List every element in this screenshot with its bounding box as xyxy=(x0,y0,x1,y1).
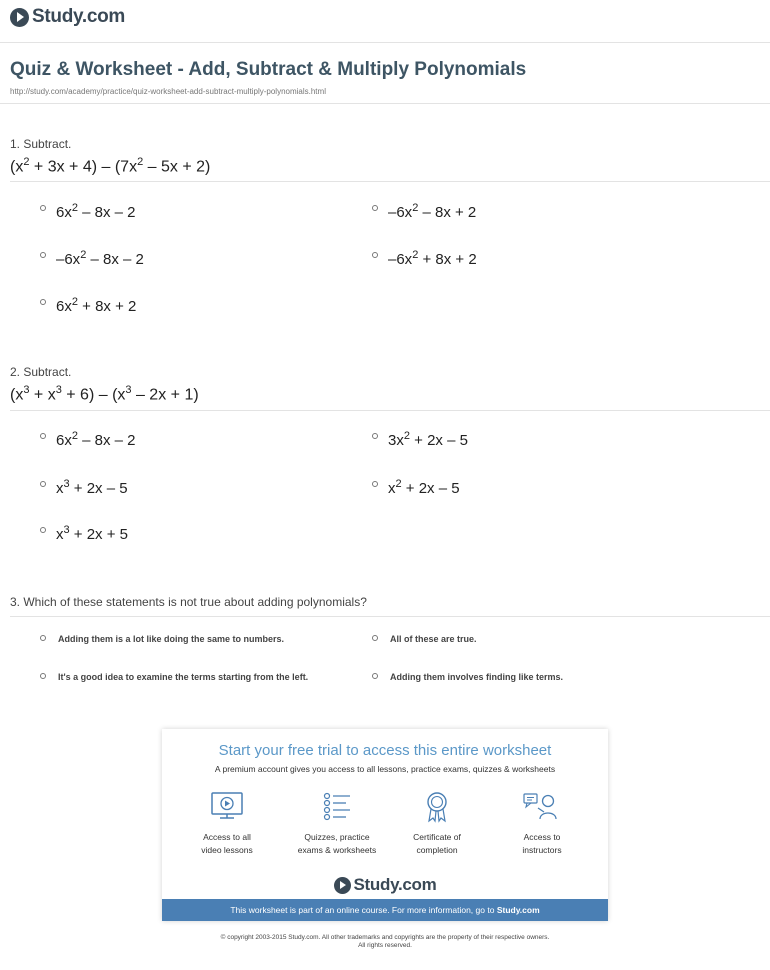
question-2-option-e[interactable]: $x^3 + 2x + 5$ xyxy=(40,524,128,543)
question-2-label: 2. Subtract. xyxy=(10,365,72,379)
certificate-icon xyxy=(420,791,454,823)
radio-button[interactable] xyxy=(40,205,46,211)
page-title: Quiz & Worksheet - Add, Subtract & Multiply Polynomials xyxy=(10,59,527,80)
radio-button[interactable] xyxy=(372,481,378,487)
radio-button[interactable] xyxy=(372,635,378,641)
promo-study-logo[interactable]: Study.com xyxy=(162,875,608,895)
logo-text: Study.com xyxy=(32,6,126,27)
question-2-option-d[interactable]: $x^2 + 2x - 5$ xyxy=(372,478,460,497)
free-trial-promo xyxy=(162,729,608,921)
play-circle-icon xyxy=(334,877,351,894)
question-2-option-b[interactable]: $3x^2 + 2x - 5$ xyxy=(372,430,468,449)
radio-button[interactable] xyxy=(372,205,378,211)
radio-button[interactable] xyxy=(40,673,46,679)
question-1-divider xyxy=(10,181,770,182)
title-divider xyxy=(0,103,770,104)
question-1-option-b[interactable]: $-6x^2 - 8x + 2$ xyxy=(372,202,476,221)
question-1-label: 1. Subtract. xyxy=(10,137,72,151)
question-3-divider xyxy=(10,616,770,617)
promo-subtitle: A premium account gives you access to all lessons, practice exams, quizzes & worksheets xyxy=(214,764,556,774)
play-circle-icon xyxy=(10,8,29,27)
radio-button[interactable] xyxy=(372,252,378,258)
page-url-link[interactable]: http://study.com/academy/practice/quiz-worksheet-add-subtract-multiply-polynomials.html xyxy=(10,87,326,96)
radio-button[interactable] xyxy=(40,252,46,258)
radio-button[interactable] xyxy=(40,299,46,305)
question-2-divider xyxy=(10,410,770,411)
question-3-option-d[interactable]: Adding them involves finding like terms. xyxy=(372,672,563,682)
question-1-option-a[interactable]: $6x^2 - 8x - 2$ xyxy=(40,202,136,221)
question-2-option-c[interactable]: $x^3 + 2x - 5$ xyxy=(40,478,128,497)
radio-button[interactable] xyxy=(40,527,46,533)
question-3-option-c[interactable]: It's a good idea to examine the terms starting from the left. xyxy=(40,672,308,682)
question-1-option-c[interactable]: $-6x^2 - 8x - 2$ xyxy=(40,249,144,268)
radio-button[interactable] xyxy=(40,635,46,641)
video-lesson-icon xyxy=(210,791,244,823)
feature-certificate: Certificate of completion xyxy=(382,791,492,857)
radio-button[interactable] xyxy=(372,433,378,439)
feature-video-lessons: Access to all video lessons xyxy=(172,791,282,857)
promo-title[interactable]: Start your free trial to access this entire worksheet xyxy=(218,742,552,759)
radio-button[interactable] xyxy=(372,673,378,679)
radio-button[interactable] xyxy=(40,433,46,439)
header-divider xyxy=(0,42,770,43)
question-1-option-e[interactable]: $6x^2 + 8x + 2$ xyxy=(40,296,136,315)
copyright-notice: © copyright 2003-2015 Study.com. All other trademarks and copyrights are the property of their respective owners. All rights reserved. xyxy=(220,934,550,949)
question-1-option-d[interactable]: $-6x^2 + 8x + 2$ xyxy=(372,249,477,268)
quiz-list-icon xyxy=(320,791,354,823)
question-3-option-a[interactable]: Adding them is a lot like doing the same to numbers. xyxy=(40,634,284,644)
study-logo[interactable] xyxy=(10,6,125,28)
study-com-link[interactable]: Study.com xyxy=(496,905,540,915)
question-3-label: 3. Which of these statements is not true about adding polynomials? xyxy=(10,595,367,609)
instructors-icon xyxy=(522,791,562,823)
promo-info-bar: This worksheet is part of an online course. For more information, go to Study.com xyxy=(162,899,608,921)
question-1-expression: $(x^2 + 3x + 4) - (7x^2 - 5x + 2)$ xyxy=(10,156,211,176)
feature-instructors: Access to instructors xyxy=(487,791,597,857)
radio-button[interactable] xyxy=(40,481,46,487)
question-2-expression: $(x^3 + x^3 + 6) - (x^3 - 2x + 1)$ xyxy=(10,384,199,404)
feature-quizzes: Quizzes, practice exams & worksheets xyxy=(282,791,392,857)
question-3-option-b[interactable]: All of these are true. xyxy=(372,634,477,644)
question-2-option-a[interactable]: $6x^2 - 8x - 2$ xyxy=(40,430,136,449)
